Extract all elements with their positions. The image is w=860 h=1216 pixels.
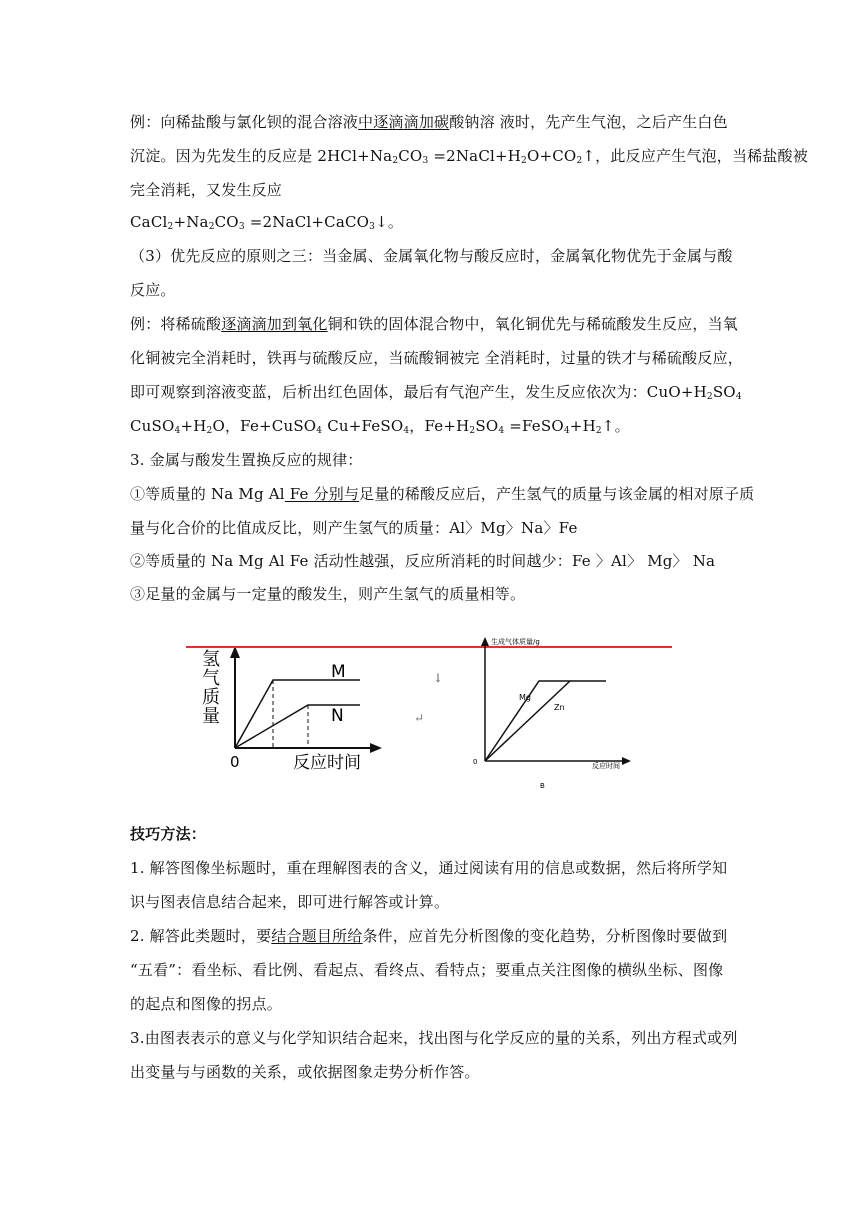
para-example-2-line3: 即可观察到溶液变蓝，后析出红色固体，最后有气泡产生，发生反应依次为：$CuO+H_2SO_4$ bbox=[130, 383, 742, 402]
y-label-char-2: 气 bbox=[202, 668, 220, 689]
figure-mg-zn-chart bbox=[466, 633, 656, 795]
rule-point-3: ③足量的金属与一定量的酸发生，则产生氢气的质量相等。 bbox=[130, 585, 526, 603]
x-axis-label: 反应时间 bbox=[293, 753, 361, 773]
para-example-2-line4: $CuSO_4+H_2O$，Fe+CuSO$_4$ Cu+FeSO$_4$，$Fe+H_2SO_4$ $=FeSO_4+H_2↑$。 bbox=[130, 417, 630, 436]
x-axis-arrow-icon bbox=[622, 757, 631, 765]
label-zn: Zn bbox=[554, 703, 565, 712]
curve-mg bbox=[485, 681, 606, 761]
tip-2-line2: “五看”：看坐标、看比例、看起点、看终点、看特点；要重点关注图像的横纵坐标、图像 bbox=[130, 961, 724, 979]
y-axis-label: 生成气体质量/g bbox=[491, 638, 540, 646]
return-mark: ↵ bbox=[414, 711, 425, 725]
y-axis-arrow-icon bbox=[481, 637, 489, 646]
tip-2-line1: 2. 解答此类题时，要结合题目所给条件，应首先分析图像的变化趋势，分析图像时要做到 bbox=[130, 927, 728, 945]
y-label-char-3: 质 bbox=[202, 687, 220, 708]
para-example-1-line1: 例：向稀盐酸与氯化钡的混合溶液中逐滴滴加碳酸钠溶 液时，先产生气泡，之后产生白色 bbox=[130, 113, 728, 131]
para-example-1-line3: 完全消耗，又发生反应 bbox=[130, 181, 283, 199]
rule-3-line2: 反应。 bbox=[130, 281, 176, 299]
origin-label: 0 bbox=[230, 753, 240, 771]
y-label-char-1: 氢 bbox=[202, 649, 220, 670]
tip-3-line1: 3.由图表表示的意义与化学知识结合起来，找出图与化学反应的量的关系，列出方程式或列 bbox=[130, 1029, 738, 1047]
figure-caption: B bbox=[540, 782, 545, 790]
section-3-heading: 3. 金属与酸发生置换反应的规律： bbox=[130, 451, 363, 469]
figure-hydrogen-mass-chart bbox=[198, 643, 388, 773]
rule-3-line1: （3）优先反应的原则之三：当金属、金属氧化物与酸反应时，金属氧化物优先于金属与酸 bbox=[130, 247, 733, 265]
equation-cacl2: $CaCl_2+Na_2CO_3$ =2NaCl+CaCO$_3$↓。 bbox=[130, 213, 404, 232]
arrow-mark: ↓ bbox=[433, 671, 444, 685]
tip-2-line3: 的起点和图像的拐点。 bbox=[130, 995, 283, 1013]
para-example-2-line2: 化铜被完全消耗时，铁再与硫酸反应，当硫酸铜被完 全消耗时，过量的铁才与稀硫酸反应， bbox=[130, 349, 743, 367]
para-example-1-line2: 沉淀。因为先发生的反应是 $2HCl+Na_2CO_3$ $=2NaCl+H_2O+CO_2↑$，此反应产生气泡，当稀盐酸被 bbox=[130, 147, 808, 166]
rule-point-1-line2: 量与化合价的比值成反比，则产生氢气的质量：Al〉Mg〉Na〉Fe bbox=[130, 519, 578, 537]
x-axis-label: 反应时间 bbox=[592, 762, 620, 770]
label-n: N bbox=[331, 706, 344, 726]
rule-point-1-line1: ①等质量的 Na Mg Al Fe 分别与足量的稀酸反应后，产生氢气的质量与该金属的相对原子质 bbox=[130, 485, 755, 503]
x-axis-arrow-icon bbox=[370, 743, 382, 753]
tips-heading: 技巧方法： bbox=[130, 825, 207, 843]
y-label-char-4: 量 bbox=[202, 706, 220, 727]
para-example-2-line1: 例：将稀硫酸逐滴滴加到氧化铜和铁的固体混合物中，氧化铜优先与稀硫酸发生反应，当氧 bbox=[130, 315, 739, 333]
label-mg: Mg bbox=[519, 693, 531, 702]
label-m: M bbox=[331, 662, 346, 682]
tip-3-line2: 出变量与与函数的关系，或依据图象走势分析作答。 bbox=[130, 1063, 480, 1081]
rule-point-2: ②等质量的 Na Mg Al Fe 活动性越强，反应所消耗的时间越少：Fe 〉Al〉 Mg〉 Na bbox=[130, 552, 716, 570]
origin-label: 0 bbox=[473, 758, 478, 766]
tip-1-line1: 1. 解答图像坐标题时，重在理解图表的含义，通过阅读有用的信息或数据，然后将所学知 bbox=[130, 859, 728, 877]
tip-1-line2: 识与图表信息结合起来，即可进行解答或计算。 bbox=[130, 893, 450, 911]
